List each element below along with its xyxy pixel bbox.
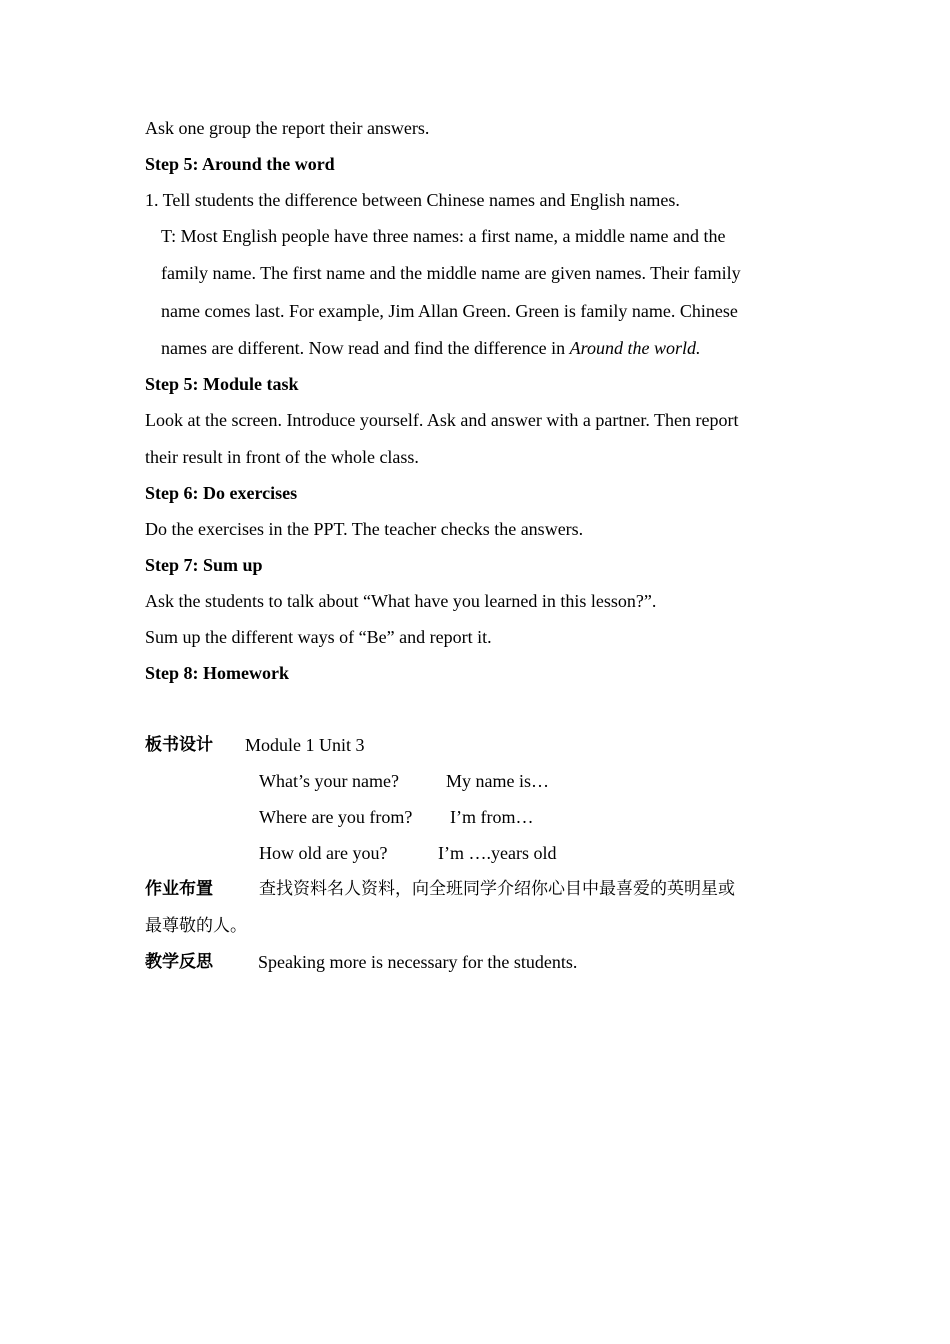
step5-around-para-line: family name. The first name and the middle name are given names. Their family [161, 263, 741, 283]
step8-heading: Step 8: Homework [145, 663, 289, 683]
board-answer: I’m ….years old [438, 843, 557, 863]
board-answer: My name is… [446, 771, 549, 791]
step5-module-line: their result in front of the whole class. [145, 447, 419, 467]
step6-line: Do the exercises in the PPT. The teacher checks the answers. [145, 519, 584, 539]
step5-around-para-line: T: Most English people have three names: a first name, a middle name and the [161, 226, 726, 246]
para-last-text: names are different. Now read and find the difference in [161, 338, 570, 358]
step7-line: Sum up the different ways of “Be” and report it. [145, 627, 492, 647]
intro-line: Ask one group the report their answers. [145, 118, 430, 138]
step5-around-para-line: name comes last. For example, Jim Allan Green. Green is family name. Chinese [161, 301, 738, 321]
homework-line: 最尊敬的人。 [145, 916, 247, 936]
board-question: Where are you from? [259, 807, 413, 827]
reflection-text: Speaking more is necessary for the students. [258, 952, 578, 972]
homework-label: 作业布置 [145, 879, 213, 899]
board-label: 板书设计 [145, 735, 213, 755]
board-title: Module 1 Unit 3 [245, 735, 365, 755]
step6-heading: Step 6: Do exercises [145, 483, 298, 503]
board-answer: I’m from… [450, 807, 534, 827]
board-question: What’s your name? [259, 771, 399, 791]
board-question: How old are you? [259, 843, 388, 863]
step5-around-heading: Step 5: Around the word [145, 154, 335, 174]
homework-line: 查找资料名人资料，向全班同学介绍你心目中最喜爱的英明星或 [259, 879, 735, 899]
around-the-world-title: Around the world. [569, 338, 701, 358]
step5-around-item1: 1. Tell students the difference between Chinese names and English names. [145, 190, 680, 210]
reflection-label: 教学反思 [145, 952, 213, 972]
step5-around-para-last-line [161, 338, 701, 358]
step7-heading: Step 7: Sum up [145, 555, 263, 575]
step5-module-line: Look at the screen. Introduce yourself. Ask and answer with a partner. Then report [145, 410, 739, 430]
step5-module-heading: Step 5: Module task [145, 374, 299, 394]
step7-line: Ask the students to talk about “What have you learned in this lesson?”. [145, 591, 657, 611]
